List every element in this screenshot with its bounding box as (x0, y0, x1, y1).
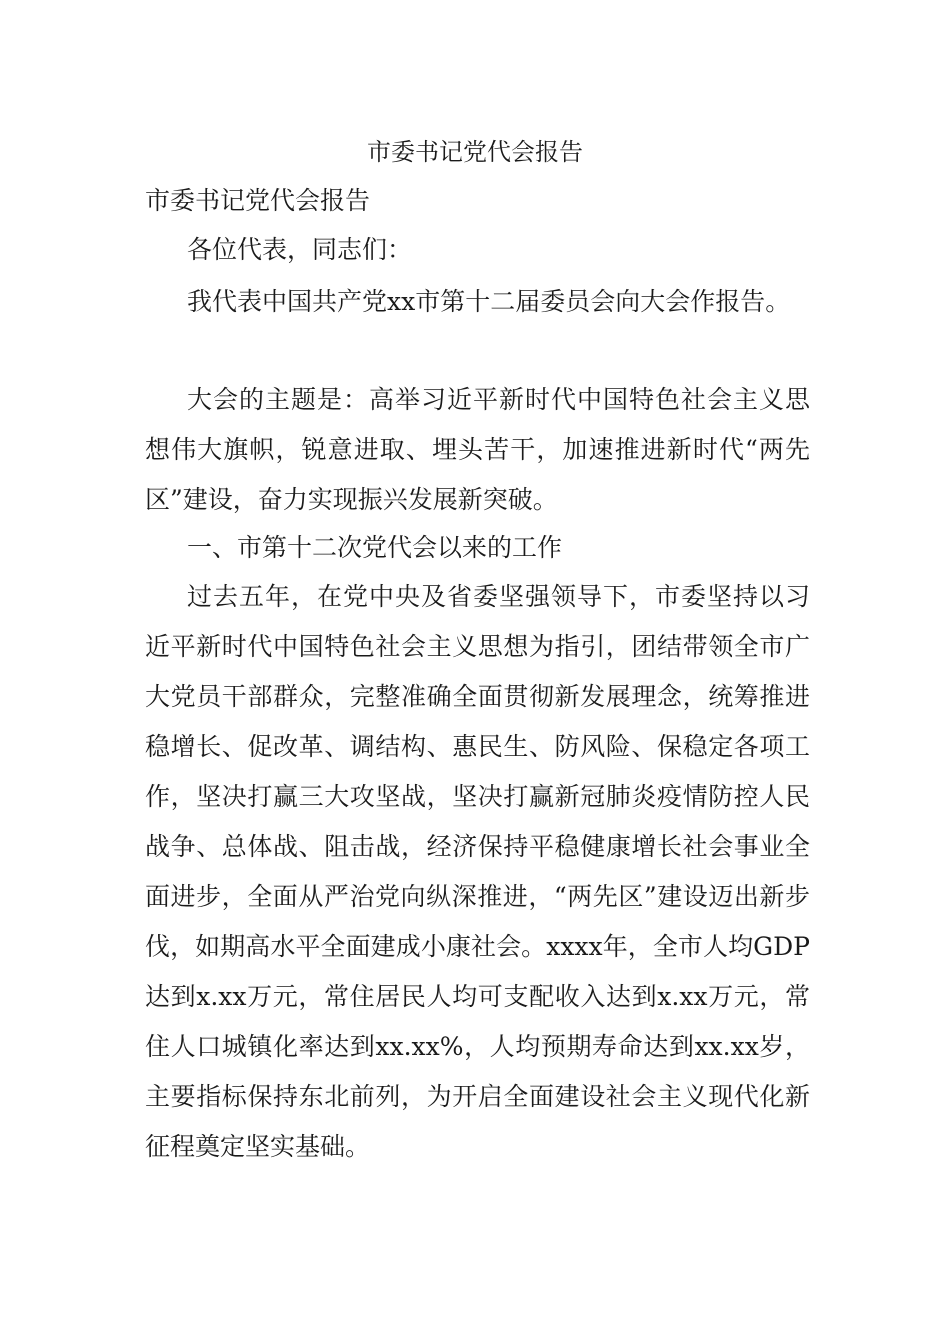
document-title: 市委书记党代会报告 (367, 138, 583, 166)
theme-paragraph: 大会的主题是：高举习近平新时代中国特色社会主义思想伟大旗帜，锐意进取、埋头苦干，加速推进新时代“两先区”建设，奋力实现振兴发展新突破。 (145, 385, 810, 514)
section-body-paragraph: 过去五年，在党中央及省委坚强领导下，市委坚持以习近平新时代中国特色社会主义思想为指引，团结带领全市广大党员干部群众，完整准确全面贯彻新发展理念，统筹推进稳增长、促改革、调结构、惠民生、防风险、保稳定各项工作，坚决打赢三大攻坚战，坚决打赢新冠肺炎疫情防控人民战争、总体战、阻击战，经济保持平稳健康增长社会事业全面进步，全面从严治党向纵深推进，“两先区”建设迈出新步伐，如期高水平全面建成小康社会。xxxx年，全市人均GDP达到x.xx万元，常住居民人均可支配收入达到x.xx万元，常住人口城镇化率达到xx.xx%，人均预期寿命达到xx.xx岁，主要指标保持东北前列，为开启全面建设社会主义现代化新征程奠定坚实基础。 (145, 582, 810, 1161)
document-subtitle: 市委书记党代会报告 (145, 186, 371, 215)
intro-paragraph: 我代表中国共产党xx市第十二届委员会向大会作报告。 (187, 287, 791, 316)
section-heading: 一、市第十二次党代会以来的工作 (187, 533, 563, 562)
greeting-paragraph: 各位代表，同志们： (187, 235, 413, 264)
